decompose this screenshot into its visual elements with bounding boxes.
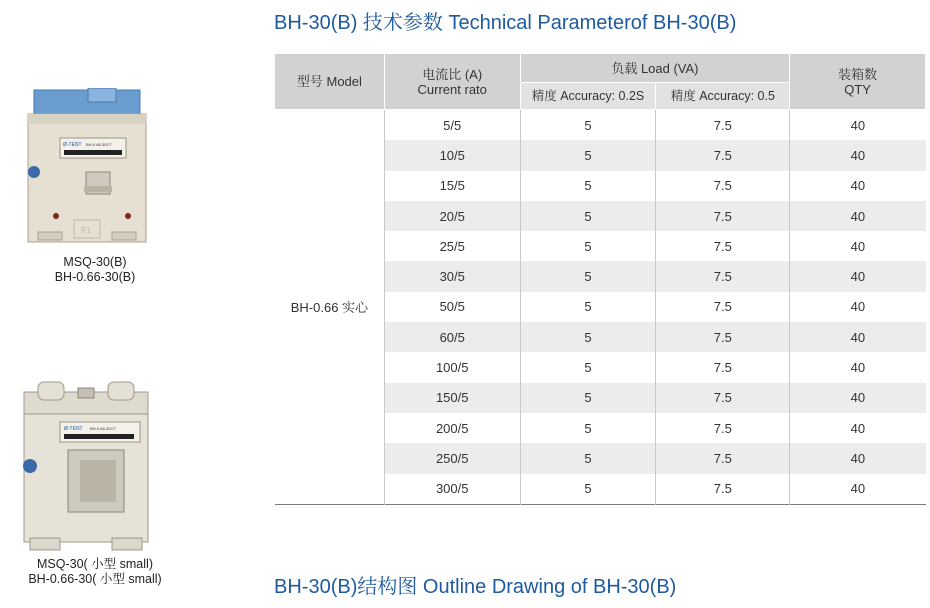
accuracy-02s-cell: 5	[520, 292, 656, 322]
accuracy-02s-cell: 5	[520, 352, 656, 382]
accuracy-05-cell: 7.5	[656, 383, 790, 413]
qty-cell: 40	[790, 443, 926, 473]
accuracy-02s-cell: 5	[520, 231, 656, 261]
qty-cell: 40	[790, 352, 926, 382]
outline-drawing-heading: BH-30(B)结构图 Outline Drawing of BH-30(B)	[274, 576, 677, 598]
header-qty	[790, 54, 926, 110]
qty-cell: 40	[790, 201, 926, 231]
caption-line: MSQ-30( 小型 small)	[37, 557, 153, 571]
caption-line: BH-0.66-30( 小型 small)	[28, 572, 162, 586]
qty-cell: 40	[790, 383, 926, 413]
header-accuracy-02s: 精度 Accuracy: 0.2S	[520, 83, 656, 110]
header-qty-line1: 装箱数	[838, 66, 878, 82]
caption-line: MSQ-30(B)	[63, 255, 127, 269]
product-caption-msq-30b	[20, 255, 170, 285]
accuracy-05-cell: 7.5	[656, 352, 790, 382]
ratio-cell: 15/5	[384, 171, 520, 201]
accuracy-02s-cell: 5	[520, 474, 656, 505]
terminal-marking: P1	[81, 226, 91, 235]
qty-cell: 40	[790, 413, 926, 443]
caption-line: BH-0.66-30(B)	[54, 270, 136, 284]
product-image-msq-30b	[26, 88, 148, 248]
accuracy-05-cell: 7.5	[656, 413, 790, 443]
qty-cell: 40	[790, 292, 926, 322]
table-row	[275, 110, 926, 141]
qty-cell: 40	[790, 261, 926, 291]
ratio-cell: 10/5	[384, 140, 520, 170]
product-caption-msq-30-small	[10, 557, 180, 587]
ratio-cell: 60/5	[384, 322, 520, 352]
accuracy-05-cell: 7.5	[656, 110, 790, 141]
brand-logo: Ø-TENT	[63, 142, 82, 148]
header-current-ratio	[384, 54, 520, 110]
accuracy-05-cell: 7.5	[656, 292, 790, 322]
accuracy-05-cell: 7.5	[656, 443, 790, 473]
header-load: 负载 Load (VA)	[520, 54, 790, 83]
accuracy-05-cell: 7.5	[656, 201, 790, 231]
accuracy-02s-cell: 5	[520, 261, 656, 291]
device-model-label: BH-0.66-30CT	[86, 142, 112, 147]
qty-cell: 40	[790, 322, 926, 352]
ratio-cell: 250/5	[384, 443, 520, 473]
accuracy-02s-cell: 5	[520, 110, 656, 141]
product-image-msq-30-small	[20, 378, 152, 554]
ratio-cell: 150/5	[384, 383, 520, 413]
qty-cell: 40	[790, 231, 926, 261]
accuracy-05-cell: 7.5	[656, 261, 790, 291]
header-model: 型号 Model	[275, 54, 385, 110]
ratio-cell: 5/5	[384, 110, 520, 141]
ratio-cell: 200/5	[384, 413, 520, 443]
qty-cell: 40	[790, 171, 926, 201]
header-accuracy-05: 精度 Accuracy: 0.5	[656, 83, 790, 110]
accuracy-02s-cell: 5	[520, 383, 656, 413]
technical-parameters-heading: BH-30(B) 技术参数 Technical Parameterof BH-30(B)	[274, 12, 737, 34]
accuracy-05-cell: 7.5	[656, 231, 790, 261]
technical-parameter-table	[274, 53, 926, 505]
qty-cell: 40	[790, 140, 926, 170]
ratio-cell: 100/5	[384, 352, 520, 382]
accuracy-05-cell: 7.5	[656, 322, 790, 352]
header-current-ratio-line1: 电流比 (A)	[422, 66, 483, 82]
accuracy-02s-cell: 5	[520, 201, 656, 231]
accuracy-05-cell: 7.5	[656, 140, 790, 170]
accuracy-02s-cell: 5	[520, 413, 656, 443]
accuracy-02s-cell: 5	[520, 443, 656, 473]
ratio-cell: 25/5	[384, 231, 520, 261]
ratio-cell: 50/5	[384, 292, 520, 322]
header-qty-line2: QTY	[844, 81, 871, 97]
accuracy-02s-cell: 5	[520, 171, 656, 201]
accuracy-05-cell: 7.5	[656, 171, 790, 201]
ratio-cell: 30/5	[384, 261, 520, 291]
accuracy-02s-cell: 5	[520, 140, 656, 170]
device-model-label: BH-0.66-30CT	[90, 426, 116, 431]
accuracy-02s-cell: 5	[520, 322, 656, 352]
model-cell: BH-0.66 实心	[275, 110, 385, 505]
brand-logo: Ø-TENT	[64, 426, 83, 432]
accuracy-05-cell: 7.5	[656, 474, 790, 505]
header-current-ratio-line2: Current rato	[417, 81, 487, 97]
ratio-cell: 300/5	[384, 474, 520, 505]
qty-cell: 40	[790, 110, 926, 141]
ratio-cell: 20/5	[384, 201, 520, 231]
qty-cell: 40	[790, 474, 926, 505]
